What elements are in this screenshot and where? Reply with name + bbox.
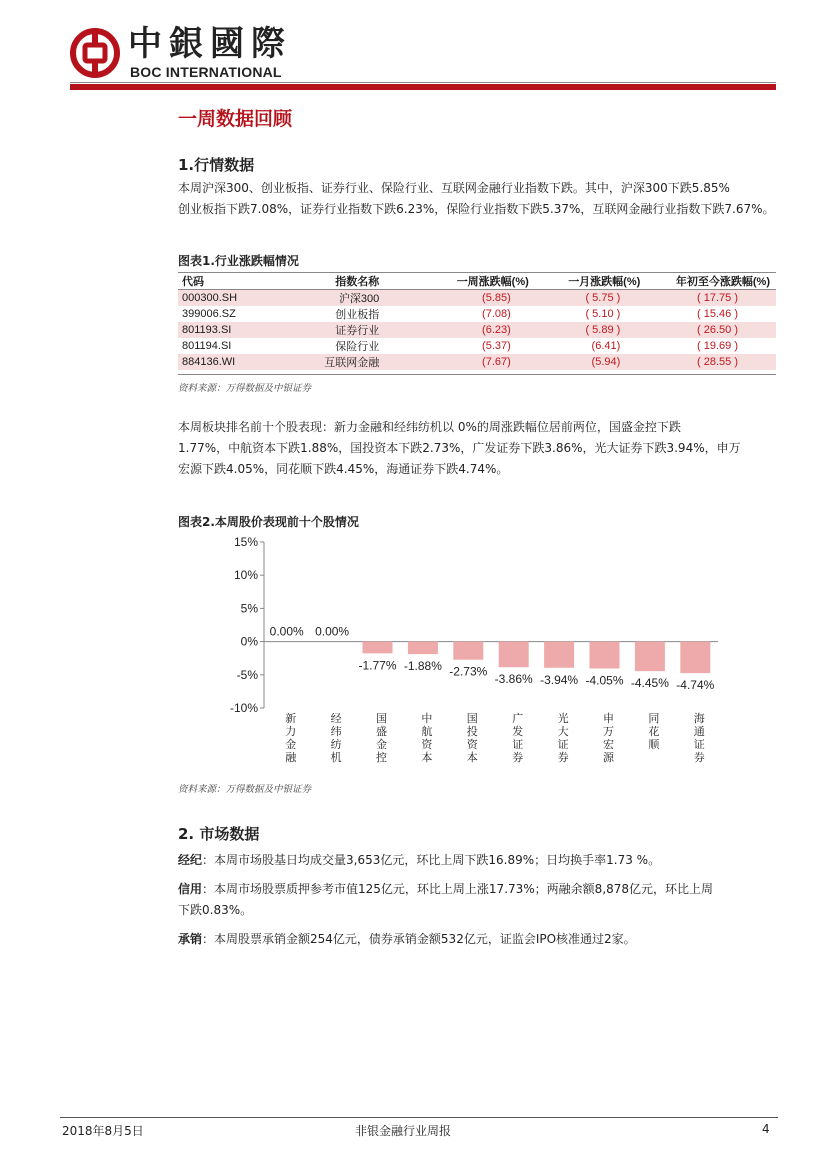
brokerage-text: ：本周市场股基日均成交量3,653亿元，环比上周下跌16.89%；日均换手率1.73 %。 (202, 853, 661, 867)
category-label: 申万宏源 (603, 712, 614, 764)
table-row (178, 338, 776, 354)
row-month: (5.94) (541, 354, 653, 370)
category-label: 光大证券 (557, 712, 569, 764)
footer-divider (60, 1117, 778, 1118)
data-label: -3.86% (494, 672, 533, 687)
row-code: 884136.WI (178, 354, 284, 370)
data-label: -4.05% (585, 673, 624, 688)
header-divider-thin (70, 82, 776, 83)
table1-source: 资料来源：万得数据及中银证券 (178, 383, 312, 394)
row-ytd: ( 19.69 ) (697, 340, 738, 352)
row-name: 证券行业 (284, 322, 432, 338)
header-divider (70, 84, 776, 90)
credit-label: 信用 (178, 882, 203, 896)
row-code: 801194.SI (182, 340, 232, 352)
row-month: ( 5.10 ) (585, 308, 621, 320)
category-label: 中航资本 (421, 712, 433, 764)
row-code: 399006.SZ (182, 308, 236, 320)
bar (590, 642, 620, 669)
industry-performance-table (178, 273, 776, 370)
row-name: 保险行业 (335, 341, 380, 353)
row-code: 801193.SI (178, 322, 284, 338)
table-header-row (178, 273, 776, 290)
row-ytd: ( 17.75 ) (652, 290, 776, 307)
category-label: 海通证券 (693, 712, 705, 764)
header-index-name: 指数名称 (284, 273, 432, 290)
table-row (178, 306, 776, 322)
y-tick-label: 15% (233, 535, 258, 549)
chart2-source: 资料来源：万得数据及中银证券 (178, 784, 312, 795)
y-tick-label: 10% (233, 568, 258, 583)
data-label: -4.45% (630, 676, 669, 691)
table1-caption: 图表1.行业涨跌幅情况 (178, 254, 299, 268)
credit-text-line2: 下跌0.83%。 (178, 903, 253, 917)
bar (363, 642, 393, 654)
bar (408, 642, 438, 654)
row-month: ( 5.75 ) (541, 290, 653, 307)
category-label: 国盛金控 (376, 712, 387, 764)
bar (453, 642, 483, 660)
row-month: ( 5.89 ) (541, 322, 653, 338)
row-week: (7.08) (482, 308, 511, 320)
data-label: 0.00% (269, 624, 304, 639)
data-label: 0.00% (315, 624, 350, 639)
header-month: 一月涨跌幅(%) (541, 273, 653, 290)
logo-english-text: BOC INTERNATIONAL (130, 64, 282, 80)
bar (635, 642, 665, 672)
category-label: 新力金融 (285, 712, 297, 764)
row-week: (5.85) (431, 290, 541, 307)
footer-report-title: 非银金融行业周报 (355, 1124, 452, 1138)
brokerage-paragraph (178, 850, 778, 871)
row-week: (7.67) (431, 354, 541, 370)
credit-text-line1: ：本周市场股票质押参考市值125亿元，环比上周上涨17.73%；两融余额8,878亿元，环比上周 (202, 882, 714, 896)
table-row (178, 322, 776, 338)
row-week: (6.23) (431, 322, 541, 338)
row-name: 创业板指 (335, 309, 380, 321)
header-week: 一周涨跌幅(%) (431, 273, 541, 290)
data-label: -2.73% (449, 664, 488, 679)
boc-logo-icon (70, 28, 120, 78)
row-ytd: ( 26.50 ) (652, 322, 776, 338)
market-paragraph-line1: 本周沪深300、创业板指、证券行业、保险行业、互联网金融行业指数下跌。其中，沪深300下跌5.85% (178, 181, 730, 195)
y-tick-label: 5% (240, 601, 258, 616)
header-ytd: 年初至今涨跌幅(%) (652, 273, 776, 290)
chart2-caption: 图表2.本周股价表现前十个股情况 (178, 515, 359, 529)
y-tick-label: 0% (240, 634, 258, 649)
category-label: 经纬纺机 (330, 712, 342, 764)
market-paragraph (178, 178, 778, 220)
footer-date: 2018年8月5日 (62, 1124, 144, 1138)
table-row (178, 354, 776, 370)
table-row (178, 290, 776, 307)
underwriting-paragraph (178, 929, 778, 950)
market-paragraph-line2: 创业板指下跌7.08%，证券行业指数下跌6.23%，保险行业指数下跌5.37%，互联网金融行业指数下跌7.67%。 (178, 202, 775, 216)
market-data-heading: 2. 市场数据 (178, 825, 260, 843)
brokerage-label: 经纪 (178, 853, 203, 867)
underwriting-label: 承销 (178, 932, 203, 946)
row-week: (5.37) (482, 340, 511, 352)
row-ytd: ( 15.46 ) (697, 308, 738, 320)
footer-page-number: 4 (762, 1122, 770, 1136)
category-label: 国投资本 (466, 712, 478, 764)
y-tick-label: -10% (229, 701, 258, 715)
data-label: -4.74% (676, 678, 715, 693)
bar (680, 642, 710, 673)
category-label: 同花顺 (648, 712, 660, 751)
stocks-paragraph-line3: 宏源下跌4.05%，同花顺下跌4.45%，海通证券下跌4.74%。 (178, 462, 509, 476)
header-code: 代码 (178, 273, 284, 290)
row-code: 000300.SH (178, 290, 284, 307)
y-tick-label: -5% (236, 667, 258, 682)
row-month: (6.41) (591, 340, 621, 352)
stocks-paragraph-line1: 本周板块排名前十个股表现：新力金融和经纬纺机以 0%的周涨跌幅位居前两位，国盛金控下跌 (178, 420, 681, 434)
data-label: -3.94% (540, 672, 579, 687)
stocks-paragraph-line2: 1.77%，中航资本下跌1.88%，国投资本下跌2.73%，广发证券下跌3.86%，光大证券下跌3.94%，申万 (178, 441, 741, 455)
table1-bottom-rule (178, 374, 776, 375)
logo-chinese-text: 中銀國際 (128, 24, 292, 64)
row-ytd: ( 28.55 ) (652, 354, 776, 370)
credit-paragraph (178, 879, 778, 921)
category-label: 广发证券 (512, 712, 524, 764)
data-label: -1.88% (403, 659, 442, 674)
bar (499, 642, 529, 668)
bar (544, 642, 574, 668)
data-label: -1.77% (358, 658, 397, 673)
stocks-paragraph (178, 417, 778, 480)
section-title: 一周数据回顾 (178, 108, 293, 130)
stock-performance-chart (178, 530, 778, 780)
row-name: 沪深300 (284, 290, 432, 307)
market-heading: 1.行情数据 (178, 156, 255, 174)
underwriting-text: ：本周股票承销金额254亿元，债券承销金额532亿元，证监会IPO核准通过2家。 (202, 932, 636, 946)
row-name: 互联网金融 (284, 354, 432, 370)
